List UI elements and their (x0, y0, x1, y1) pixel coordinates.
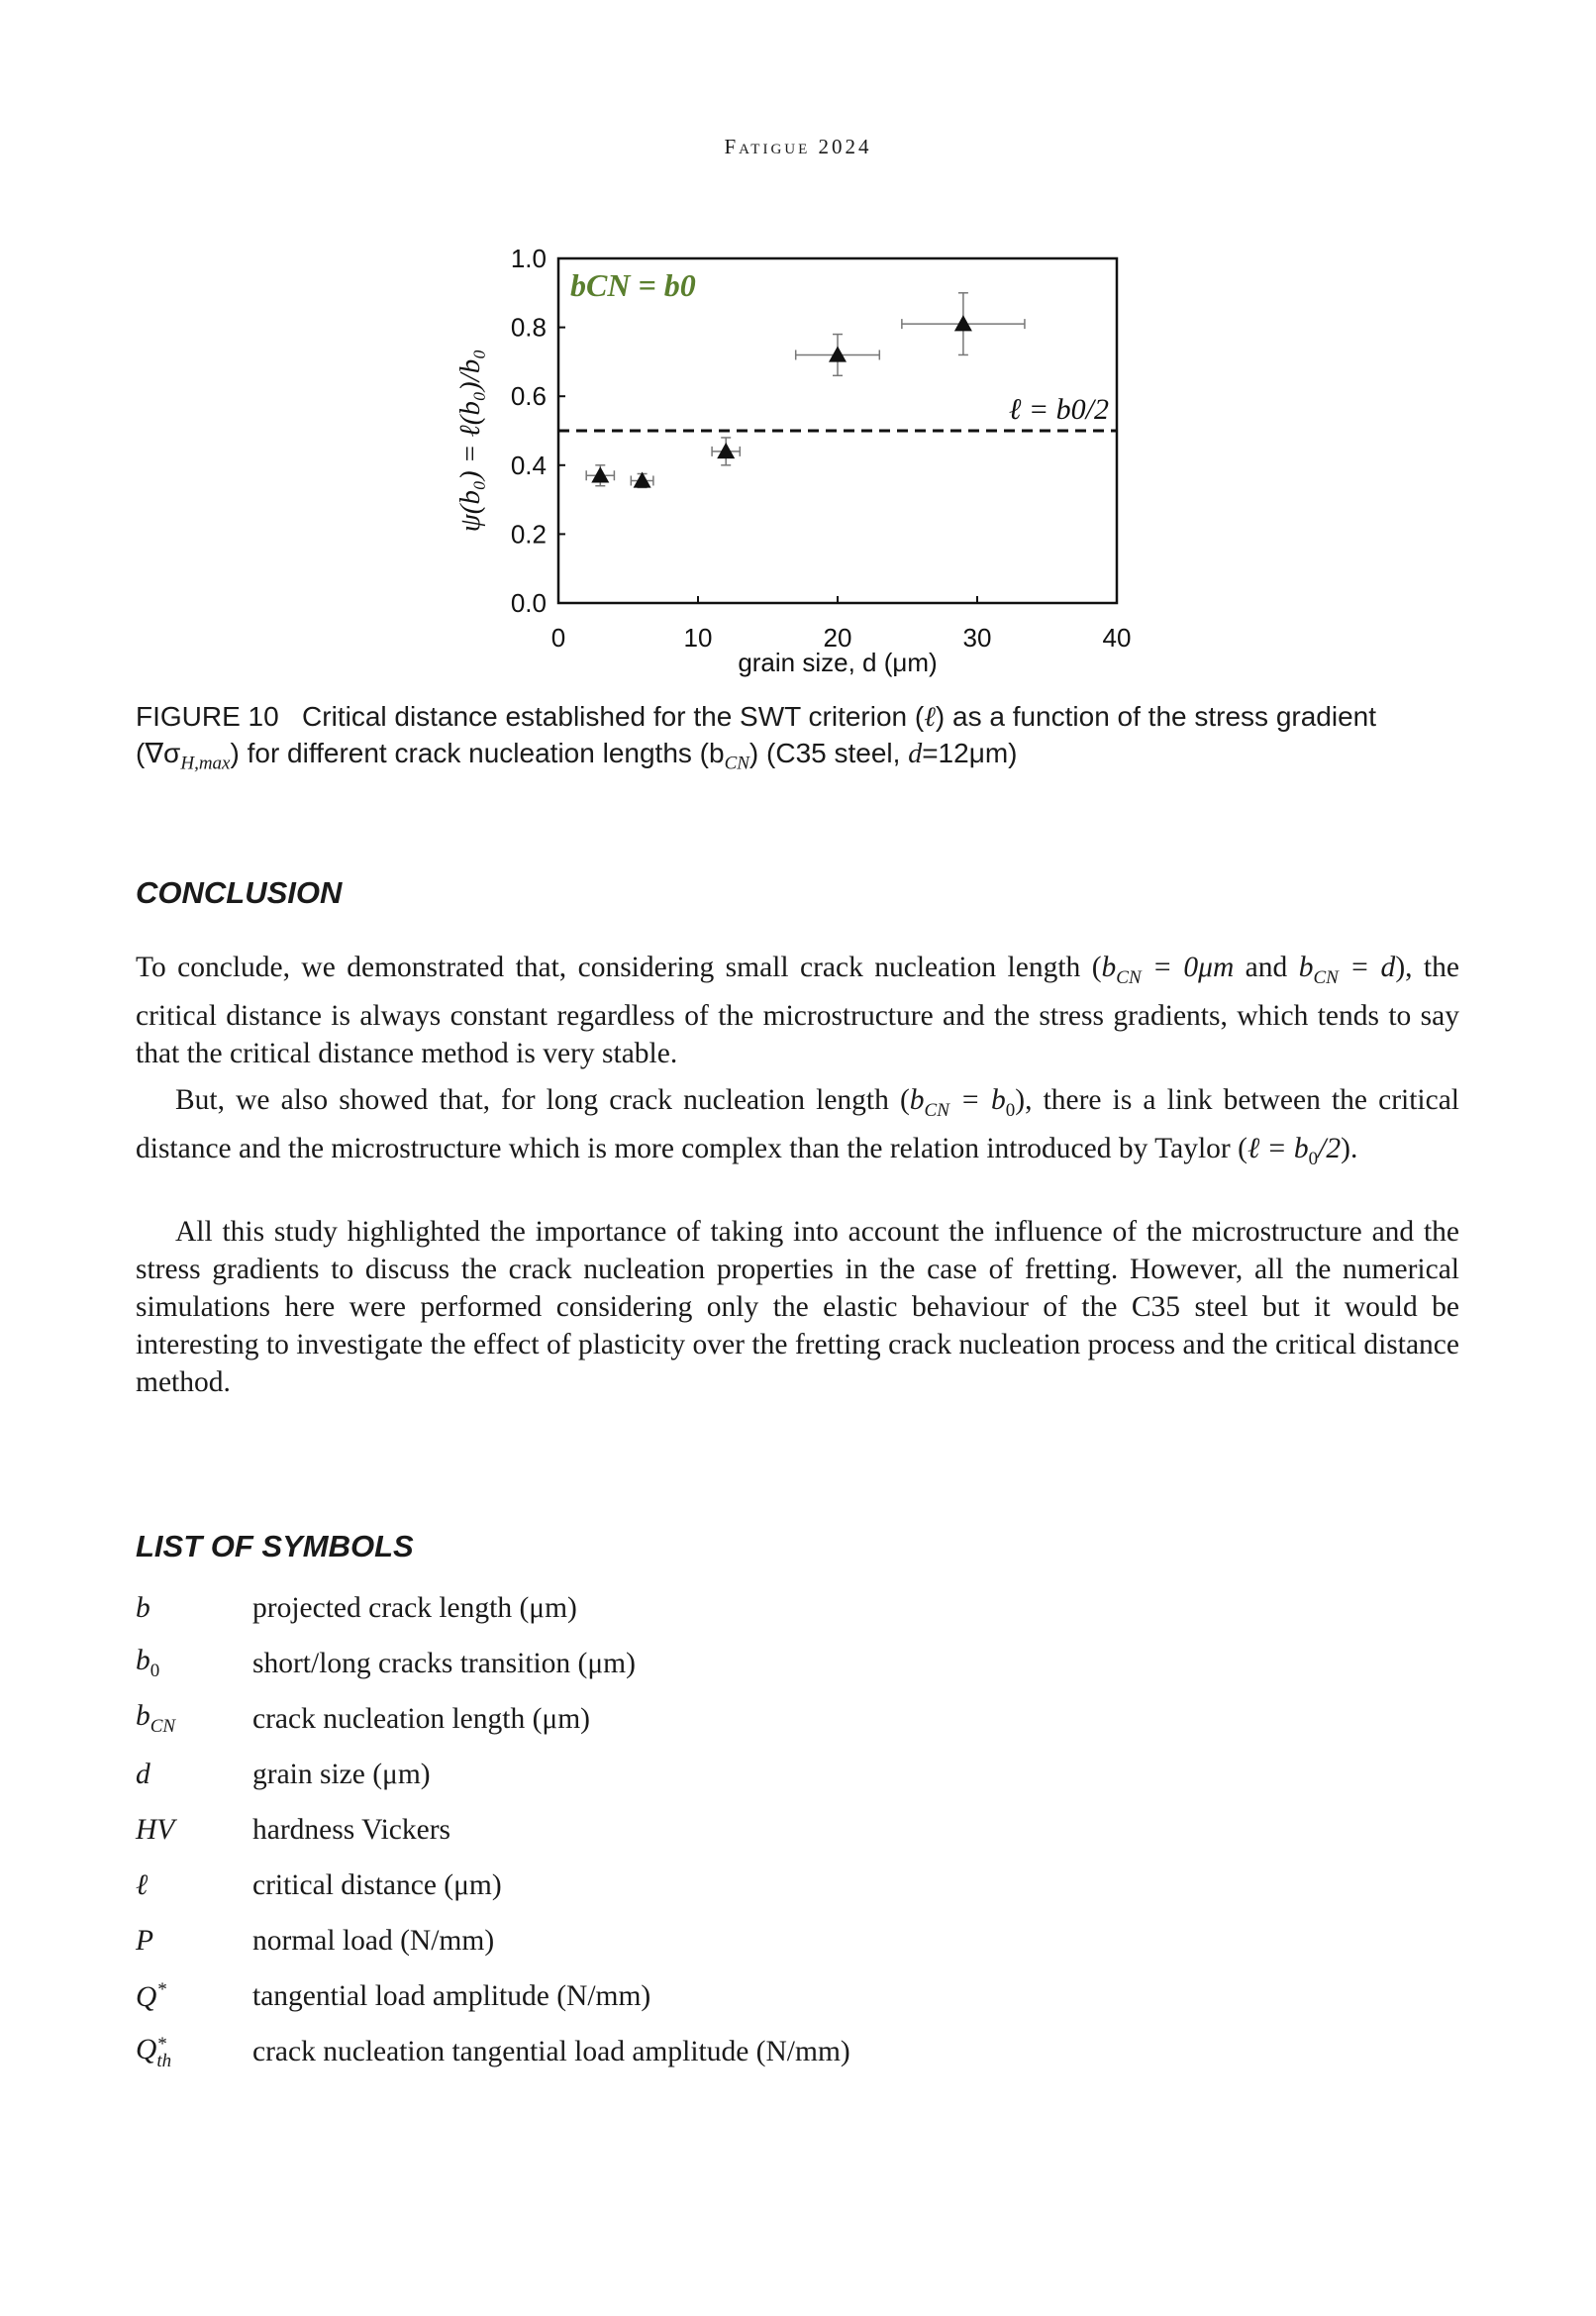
conclusion-paragraph-3: All this study highlighted the importance of taking into account the influence of the microstructure and the stress gradients to discuss the crack nucleation properties in the case of fretting. However, all the numerical simulations here were performed considering only the elastic behaviour of the C35 steel but it would be interesting to investigate the effect of plasticity over the fretting crack nucleation process and the critical distance method. (136, 1216, 1459, 1398)
caption-text: ) for different crack nucleation lengths (b (230, 738, 725, 768)
symbol: d (136, 1758, 150, 1790)
conclusion-paragraph-2: But, we also showed that, for long crack nucleation length $(b_{CN} = b_0)$, there is a link between the critical distance and the microstructure which is more complex than the relation introduced by Taylor (ℓ = $b_0/2$). (136, 1084, 1459, 1169)
y-axis-label: ψ(b₀) = ℓ(b₀)/b₀ (454, 349, 486, 533)
symbol-row (136, 1858, 1225, 1913)
data-point-triangle (717, 443, 735, 458)
symbol-row (136, 1968, 1225, 2024)
caption-d: d (908, 739, 923, 769)
caption-text: =12μm) (922, 738, 1018, 768)
symbol-description: hardness Vickers (252, 1813, 451, 1846)
caption-label: FIGURE 10 (136, 701, 279, 732)
x-tick-label: 0 (550, 623, 566, 653)
symbol-description: crack nucleation length (μm) (252, 1702, 590, 1735)
conclusion-heading: CONCLUSION (136, 875, 343, 910)
symbol: HV (136, 1813, 175, 1846)
caption-sub: CN (724, 753, 749, 774)
data-point-triangle (634, 471, 651, 487)
symbol: b (136, 1591, 150, 1624)
symbol-row (136, 1636, 1225, 1691)
symbol-row (136, 1691, 1225, 1747)
data-point-triangle (829, 346, 847, 361)
symbol-row (136, 1913, 1225, 1968)
plot-frame (558, 258, 1117, 603)
caption-text: ) as a function of the stress gradient (∇σ (136, 701, 1377, 768)
y-tick-label: 0.4 (510, 450, 547, 480)
symbol-description: grain size (μm) (252, 1758, 431, 1790)
running-header: Fatigue 2024 (724, 135, 872, 158)
y-tick-label: 0.0 (510, 588, 547, 618)
x-tick-label: 10 (683, 623, 713, 653)
symbols-heading: LIST OF SYMBOLS (136, 1529, 414, 1563)
figure-caption (136, 699, 1462, 782)
reference-line-label: ℓ = b0/2 (1008, 393, 1109, 426)
x-tick-label: 30 (962, 623, 992, 653)
symbol-description: critical distance (μm) (252, 1868, 502, 1901)
symbol-row (136, 1802, 1225, 1858)
symbol-description: tangential load amplitude (N/mm) (252, 1979, 651, 2012)
symbol-row (136, 2024, 1225, 2079)
symbol: P (136, 1924, 154, 1957)
x-tick-label: 40 (1102, 623, 1132, 653)
data-point-triangle (954, 315, 972, 331)
symbol-description: normal load (N/mm) (252, 1924, 495, 1957)
x-tick-label: 20 (823, 623, 852, 653)
symbol: ℓ (136, 1868, 149, 1901)
symbol-row (136, 1747, 1225, 1802)
y-tick-label: 1.0 (510, 244, 547, 273)
symbol: $b_0$ (136, 1645, 160, 1681)
symbols-list (136, 1580, 1225, 2079)
y-tick-label: 0.8 (510, 312, 547, 343)
data-point-triangle (591, 466, 609, 482)
figure-10-chart (0, 0, 1596, 693)
caption-ell: ℓ (924, 702, 936, 733)
series-annotation: bCN = b0 (570, 267, 696, 303)
symbol-description: crack nucleation tangential load amplitude (N/mm) (252, 2035, 850, 2067)
caption-sub: H,max (180, 753, 231, 774)
caption-text: ) (C35 steel, (748, 738, 909, 768)
symbol: $b_{CN}$ (136, 1700, 176, 1737)
y-tick-label: 0.6 (510, 381, 547, 412)
symbol: Q * th (136, 2033, 172, 2071)
symbol-description: projected crack length (μm) (252, 1591, 577, 1624)
y-tick-label: 0.2 (510, 519, 547, 550)
symbol-description: short/long cracks transition (μm) (252, 1647, 636, 1679)
x-axis-label: grain size, d (μm) (738, 648, 938, 677)
symbol-row (136, 1580, 1225, 1636)
symbol: Q* (136, 1978, 166, 2013)
conclusion-paragraph-1: To conclude, we demonstrated that, considering small crack nucleation length ($b_{CN} = 0\mu m$ and $b_{CN} = d$), the critical distance is always constant regardless of the microstructure and the stress gradients, which tends to say that the critical distance method is very stable. (136, 952, 1459, 1069)
caption-text: Critical distance established for the SWT criterion ( (302, 701, 925, 732)
